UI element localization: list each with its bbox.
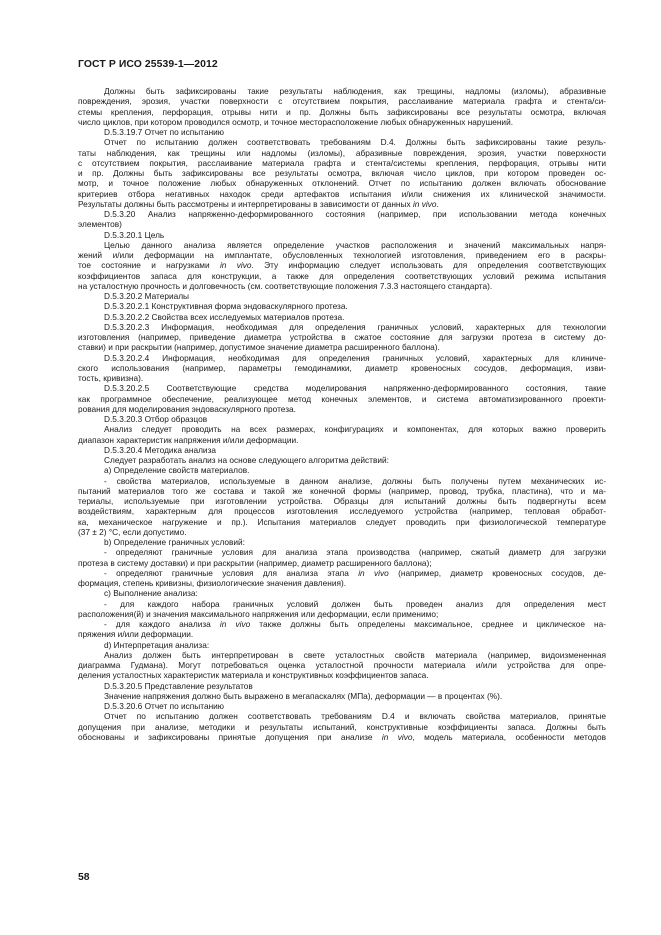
text-line xyxy=(78,486,606,496)
text-line xyxy=(78,250,606,260)
text-line xyxy=(78,558,606,568)
text-line xyxy=(78,599,606,609)
text-line xyxy=(78,127,606,137)
text-line xyxy=(78,424,606,434)
text-line xyxy=(78,722,606,732)
text-line xyxy=(78,260,606,270)
text-line-main: Должны быть зафиксированы такие результаты наблюдения, как трещины, надломы (изломы), абразивные xyxy=(104,86,606,96)
text-line xyxy=(78,404,606,414)
text-line-italic: in vivo xyxy=(381,731,413,742)
text-line-main: на усталостную прочность и долговечность (см. соответствующие положения 7.3.3 настоящего стандарта). xyxy=(78,280,493,291)
text-line-main: Значение напряжения должно быть выражено в мегапаскалях (МПа), деформации — в процентах (%). xyxy=(104,690,503,701)
text-line-main: критериев отбора негативных находок среди артефактов испытания и/или снижения их клинической значимости. xyxy=(78,188,606,199)
text-line-main: D.5.3.20.3 Отбор образцов xyxy=(104,414,208,424)
text-line-main: коэффициентов запаса для конструкции, а также для определения соответствующих условий режима испытания xyxy=(78,270,606,281)
text-line-main: допущения при анализе, методики и результаты испытаний, конструктивные коэффициенты запаса. Должны быть xyxy=(78,721,606,732)
text-line-main: протеза в систему доставки) и при раскрытии (например, диаметр расширенного баллона); xyxy=(78,557,432,568)
text-line-main: ка, механическое нагружение и пр.). Испытания материалов следует проводить при физиологической температуре xyxy=(78,516,606,527)
text-line-main: диапазон характеристик напряжения и/или деформации. xyxy=(78,434,299,445)
page-number: 58 xyxy=(78,872,90,883)
text-line-main: повреждения, эрозия, участки поверхности с отсутствием покрытия, расслаивание материала графта и стента/си- xyxy=(78,96,606,107)
text-line xyxy=(78,394,606,404)
text-line xyxy=(78,640,606,650)
text-line-main: рования для моделирования эндоваскулярного протеза. xyxy=(78,403,296,414)
text-line-main: - определяют граничные условия для анализа этапа xyxy=(104,567,349,578)
text-line-main: b) Определение граничных условий: xyxy=(104,537,245,547)
text-line-main: D.5.3.20.2.2 Свойства всех исследуемых материалов протеза. xyxy=(104,311,345,322)
text-line-main: D.5.3.20.2.4 Информация, необходимая для определения граничных условий, характерных для клиниче- xyxy=(104,352,606,363)
text-line-main: пряжения и/или деформации. xyxy=(78,629,194,640)
text-line-main: - определяют граничные условия для анализа этапа производства (например, сжатый диаметр для загрузки xyxy=(104,547,606,558)
text-line-main: D.5.3.20.2.1 Конструктивная форма эндоваскулярного протеза. xyxy=(104,301,348,312)
text-line-main: - для каждого анализа xyxy=(104,619,211,629)
text-line-main: тое состояние и нагрузками xyxy=(78,260,210,271)
text-line xyxy=(78,383,606,393)
text-line xyxy=(78,158,606,168)
text-line-italic: in vivo xyxy=(358,567,389,578)
text-line xyxy=(78,650,606,660)
text-line xyxy=(78,476,606,486)
text-line xyxy=(78,312,606,322)
text-line-italic: in vivo xyxy=(219,260,252,271)
text-line xyxy=(78,301,606,311)
text-line xyxy=(78,199,606,209)
text-line xyxy=(78,414,606,424)
text-line-tail: (например, диаметр кровеносных сосудов, де- xyxy=(388,567,606,578)
text-line xyxy=(78,363,606,373)
text-line xyxy=(78,117,606,127)
text-line xyxy=(78,681,606,691)
text-line xyxy=(78,691,606,701)
text-line xyxy=(78,588,606,598)
text-line-main: ставки) и при раскрытии (например, допустимое значение диаметра расширенного баллона). xyxy=(78,342,440,353)
text-line-main: изготовления (например, приведение диаметра устройства в сжатое состояние для загрузки протеза в систему до- xyxy=(78,332,606,342)
text-line-main: стемы крепления, перфорация, отрывы нити и пр. Должны быть зафиксированы все результаты осмотра, включая xyxy=(78,106,606,117)
text-line xyxy=(78,178,606,188)
text-line-main: Отчет по испытанию должен соответствовать требованиям D.4. Должны быть зафиксированы такие резуль- xyxy=(104,137,606,148)
text-line xyxy=(78,209,606,219)
text-line-main: воздействиям, характерным для процессов изготовления исследуемого устройства (например, тепловая обработ- xyxy=(78,506,606,517)
text-line-main: с) Выполнение анализа: xyxy=(104,588,198,599)
text-line-tail: также должны быть определены максимальное, среднее и циклическое на- xyxy=(250,619,606,629)
text-line xyxy=(78,711,606,721)
text-line xyxy=(78,455,606,465)
text-line xyxy=(78,547,606,557)
text-line-main: пытаний материалов того же состава и такой же конечной формы (например, провод, трубка, пластина), что и ма- xyxy=(78,485,606,496)
text-line-main: териалы, используемые при изготовлении устройства. Образцы для испытаний должны быть подвергнуты всем xyxy=(78,496,606,506)
text-line xyxy=(78,96,606,106)
text-line-main: таты наблюдения, как трещины или надломы (изломы), абразивные повреждения, эрозия, участки поверхности xyxy=(78,147,606,158)
text-line xyxy=(78,353,606,363)
text-line-main: D.5.3.19.7 Отчет по испытанию xyxy=(104,127,225,137)
text-line-main: D.5.3.20.2.5 Соответствующие средства моделирования напряженно-деформированного состояния, такие xyxy=(104,383,606,394)
text-line xyxy=(78,86,606,96)
text-line xyxy=(78,506,606,516)
text-line xyxy=(78,219,606,229)
text-line xyxy=(78,230,606,240)
text-line xyxy=(78,527,606,537)
text-line xyxy=(78,107,606,117)
text-line xyxy=(78,660,606,670)
text-line-main: диаграмма Гудмана). Могут потребоваться оценка усталостной прочности материала и/или устройства для опре- xyxy=(78,660,606,670)
text-line-italic: in vivo xyxy=(219,619,251,629)
text-line xyxy=(78,465,606,475)
text-line-main: D.5.3.20.5 Представление результатов xyxy=(104,680,253,691)
text-line xyxy=(78,168,606,178)
text-line xyxy=(78,578,606,588)
text-line xyxy=(78,322,606,332)
text-line xyxy=(78,271,606,281)
text-line-main: деления усталостных характеристик материала и конструктивных коэффициентов запаса. xyxy=(78,670,429,681)
text-line xyxy=(78,496,606,506)
text-line xyxy=(78,732,606,742)
text-line xyxy=(78,619,606,629)
text-line xyxy=(78,568,606,578)
text-line-main: ского использования (например, параметры гемодинамики, диаметр кровеносных сосудов, деформация, изви- xyxy=(78,362,606,373)
text-line-main: Результаты должны быть рассмотрены и интерпретированы в зависимости от данных xyxy=(78,198,411,209)
text-line xyxy=(78,609,606,619)
text-line xyxy=(78,701,606,711)
text-line-tail: , модель материала, особенности методов xyxy=(412,731,606,742)
text-line-main: D.5.3.20 Анализ напряженно-деформированного состояния (например, при использовании метода конечных xyxy=(104,209,606,219)
text-line xyxy=(78,291,606,301)
text-line-main: D.5.3.20.2.3 Информация, необходимая для определения граничных условий, характерных для технологии xyxy=(104,321,606,332)
text-line xyxy=(78,281,606,291)
text-line-main: D.5.3.20.1 Цель xyxy=(104,229,165,240)
text-line-main: D.5.3.20.6 Отчет по испытанию xyxy=(104,701,225,711)
text-line xyxy=(78,148,606,158)
text-line xyxy=(78,373,606,383)
text-line-main: - свойства материалов, используемые в данном анализе, должны быть получены путем механических ис- xyxy=(104,475,606,486)
text-line-main: и пр. Должны быть зафиксированы все результаты осмотра, включая число циклов, при котором проведен ос- xyxy=(78,168,606,178)
text-line xyxy=(78,445,606,455)
text-line-tail: . xyxy=(436,198,439,209)
text-line xyxy=(78,189,606,199)
text-line-main: Следует разработать анализ на основе следующего алгоритма действий: xyxy=(104,455,389,465)
text-line-main: тость, кривизна). xyxy=(78,373,144,383)
text-line-main: (37 ± 2) °С, если допустимо. xyxy=(78,526,187,537)
text-line xyxy=(78,670,606,680)
text-line xyxy=(78,629,606,639)
text-line-italic: in vivo xyxy=(412,198,437,209)
text-line-main: с отсутствием покрытия, расслаивание материала графта и стента/системы крепления, перфорация, отрывы нити xyxy=(78,157,606,168)
text-line-main: жений и/или деформации на имплантате, обусловленных технологией изготовления, приведением его в раскры- xyxy=(78,250,606,260)
text-line-main: число циклов, при котором проводился осмотр, и точное месторасположение любых обнаруженных нарушений. xyxy=(78,116,514,127)
document-header: ГОСТ Р ИСО 25539-1—2012 xyxy=(78,59,218,70)
text-line-main: расположения(й) и значения максимального напряжения или деформации, если применимо; xyxy=(78,608,439,619)
text-line xyxy=(78,137,606,147)
text-line xyxy=(78,342,606,352)
text-line xyxy=(78,435,606,445)
text-line-main: мотр, и точное положение любых обнаруженных отклонений. Отчет по испытанию должен включать обоснование xyxy=(78,178,606,189)
text-line-tail: . Эту информацию следует использовать для определения соответствующих xyxy=(251,260,606,271)
text-line-main: Анализ должен быть интерпретирован в свете усталостных свойств материала (например, видоизмененная xyxy=(104,649,606,660)
text-line-main: формация, степень кривизны, физиологические значения давления). xyxy=(78,578,347,588)
text-line xyxy=(78,332,606,342)
text-line-main: Отчет по испытанию должен соответствовать требованиям D.4 и включать свойства материалов, принятые xyxy=(104,711,606,722)
text-line-main: обоснованы и зафиксированы принятые допущения при анализе xyxy=(78,731,373,742)
text-line-main: - для каждого набора граничных условий должен быть проведен анализ для определения мест xyxy=(104,598,606,609)
text-line-main: Целью данного анализа является определение участков расположения и значений максимальных напря- xyxy=(104,239,606,250)
text-line-main: D.5.3.20.2 Материалы xyxy=(104,291,190,301)
text-line xyxy=(78,240,606,250)
document-body xyxy=(78,86,606,742)
text-line-main: элементов) xyxy=(78,219,122,230)
text-line xyxy=(78,537,606,547)
text-line-main: Анализ следует проводить на всех размерах, конфигурациях и компонентах, для которых важно проверить xyxy=(104,424,606,435)
text-line xyxy=(78,517,606,527)
text-line-main: d) Интерпретация анализа: xyxy=(104,639,210,650)
text-line-main: а) Определение свойств материалов. xyxy=(104,465,250,476)
text-line-main: как программное обеспечение, реализующее метод конечных элементов, и система автоматизированного проекти- xyxy=(78,393,606,404)
text-line-main: D.5.3.20.4 Методика анализа xyxy=(104,444,216,455)
